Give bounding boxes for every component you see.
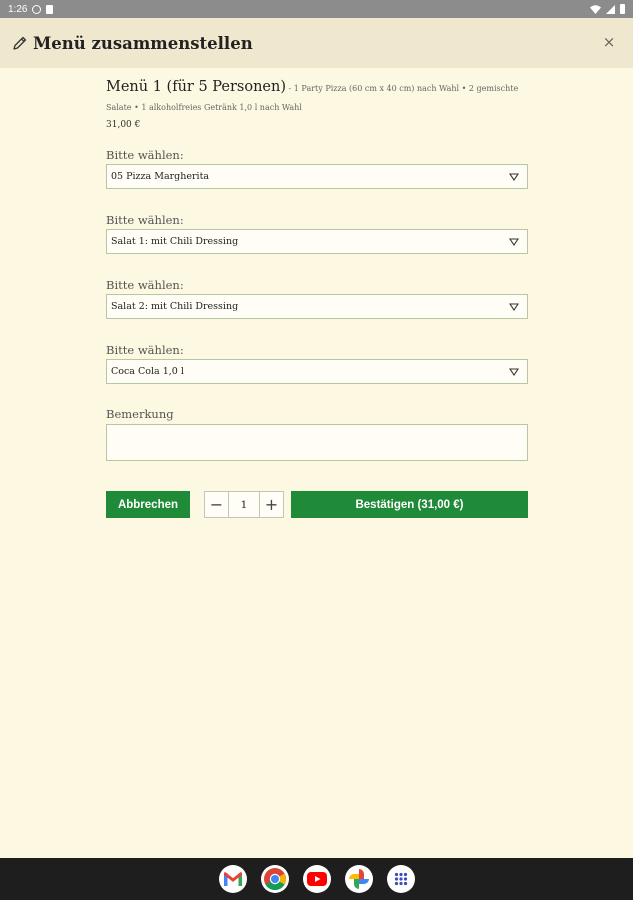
- globe-icon: [32, 5, 41, 14]
- signal-icon: [606, 5, 615, 14]
- chevron-down-icon: [509, 303, 519, 311]
- pizza-select[interactable]: [106, 164, 528, 189]
- status-bar: [0, 0, 633, 18]
- chrome-app[interactable]: [261, 865, 289, 893]
- photos-icon: [348, 868, 370, 890]
- salad-1-select-value: Salat 1: mit Chili Dressing: [111, 236, 239, 247]
- quantity-value[interactable]: 1: [228, 492, 260, 517]
- menu-description: - 1 Party Pizza (60 cm x 40 cm) nach Wahl • 2 gemischte Salate • 1 alkoholfreies Getränk 1,0 l nach Wahl: [106, 84, 519, 112]
- cancel-button[interactable]: Abbrechen: [106, 491, 190, 518]
- battery-icon: [620, 4, 625, 14]
- decrement-button[interactable]: −: [209, 495, 224, 514]
- salad-2-select-value: Salat 2: mit Chili Dressing: [111, 301, 239, 312]
- youtube-app[interactable]: [303, 865, 331, 893]
- gmail-app[interactable]: [219, 865, 247, 893]
- app-dock: [0, 858, 633, 900]
- dialog-title: Menü zusammenstellen: [33, 33, 253, 53]
- select-label-salad-1: Bitte wählen:: [106, 213, 184, 227]
- remark-label: Bemerkung: [106, 407, 174, 421]
- dialog-header: [0, 18, 633, 68]
- drink-select-value: Coca Cola 1,0 l: [111, 366, 184, 377]
- status-time: 1:26: [8, 3, 28, 15]
- youtube-icon: [307, 872, 327, 886]
- salad-1-select[interactable]: [106, 229, 528, 254]
- increment-button[interactable]: +: [264, 495, 279, 514]
- chevron-down-icon: [509, 238, 519, 246]
- remark-textarea[interactable]: [106, 424, 528, 461]
- status-right: [590, 4, 625, 14]
- chevron-down-icon: [509, 173, 519, 181]
- select-label-pizza: Bitte wählen:: [106, 148, 184, 162]
- select-label-salad-2: Bitte wählen:: [106, 278, 184, 292]
- chrome-icon: [263, 867, 287, 891]
- menu-summary: [106, 78, 528, 130]
- confirm-button[interactable]: Bestätigen (31,00 €): [291, 491, 528, 518]
- menu-price: 31,00 €: [106, 120, 141, 130]
- close-icon: ×: [602, 33, 616, 51]
- menu-title: Menü 1 (für 5 Personen): [106, 79, 286, 95]
- pencil-icon: [12, 35, 28, 51]
- sim-icon: [46, 5, 53, 14]
- gmail-icon: [224, 872, 242, 886]
- close-button[interactable]: [599, 32, 619, 52]
- photos-app[interactable]: [345, 865, 373, 893]
- wifi-icon: [590, 5, 601, 14]
- quantity-stepper: [204, 491, 284, 518]
- chevron-down-icon: [509, 368, 519, 376]
- status-left: [8, 4, 53, 15]
- select-label-drink: Bitte wählen:: [106, 343, 184, 357]
- pizza-select-value: 05 Pizza Margherita: [111, 171, 210, 182]
- app-drawer-icon: [394, 872, 408, 886]
- app-drawer[interactable]: [387, 865, 415, 893]
- salad-2-select[interactable]: [106, 294, 528, 319]
- menu-heading: [106, 78, 528, 116]
- drink-select[interactable]: [106, 359, 528, 384]
